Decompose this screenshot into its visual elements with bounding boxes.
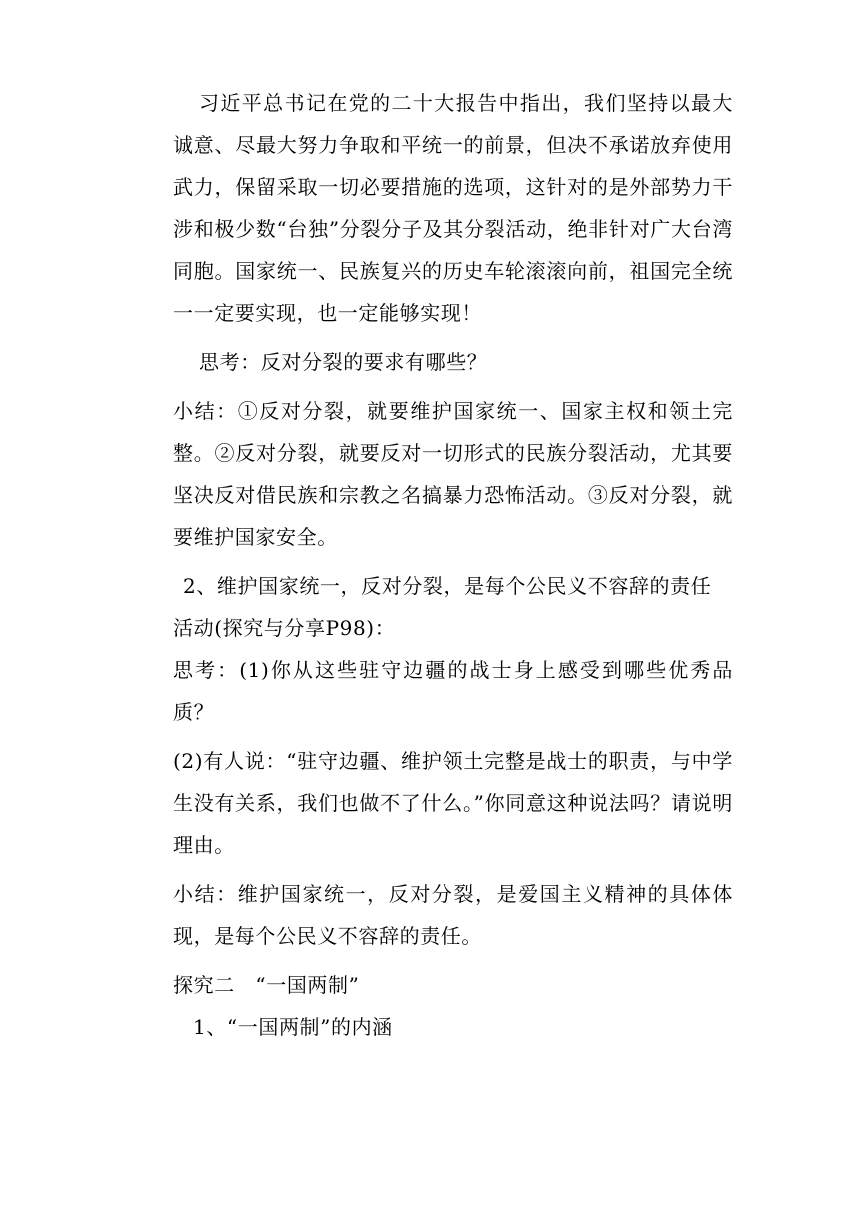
heading-one-country-two-systems-meaning: 1、“一国两制”的内涵 xyxy=(193,1015,393,1039)
document-body xyxy=(173,82,733,1048)
paragraph-summary-patriotism: 小结：维护国家统一，反对分裂，是爱国主义精神的具体体现，是每个公民义不容辞的责任。 xyxy=(173,882,733,948)
paragraph-activity: 活动(探究与分享P98)： xyxy=(173,616,396,640)
paragraph-question-soldiers: 思考：(1)你从这些驻守边疆的战士身上感受到哪些优秀品质？ xyxy=(173,658,733,724)
paragraph-question-students: (2)有人说：“驻守边疆、维护领土完整是战士的职责，与中学生没有关系，我们也做不了什么。”你同意这种说法吗？请说明理由。 xyxy=(173,749,733,857)
paragraph-report-quote: 习近平总书记在党的二十大报告中指出，我们坚持以最大诚意、尽最大努力争取和平统一的前景，但决不承诺放弃使用武力，保留采取一切必要措施的选项，这针对的是外部势力干涉和极少数“台独”分裂分子及其分裂活动，绝非针对广大台湾同胞。国家统一、民族复兴的历史车轮滚滚向前，祖国完全统一一定要实现，也一定能够实现！ xyxy=(173,91,733,325)
paragraph-question-requirements: 思考：反对分裂的要求有哪些？ xyxy=(199,350,488,374)
heading-explore-two: 探究二 “一国两制” xyxy=(173,973,360,997)
paragraph-summary-oppose-separatism: 小结：①反对分裂，就要维护国家统一、国家主权和领土完整。②反对分裂，就要反对一切形式的民族分裂活动，尤其要坚决反对借民族和宗教之名搞暴力恐怖活动。③反对分裂，就要维护国家安全。 xyxy=(173,399,733,549)
heading-citizen-responsibility: 2、维护国家统一，反对分裂，是每个公民义不容辞的责任 xyxy=(183,574,712,598)
